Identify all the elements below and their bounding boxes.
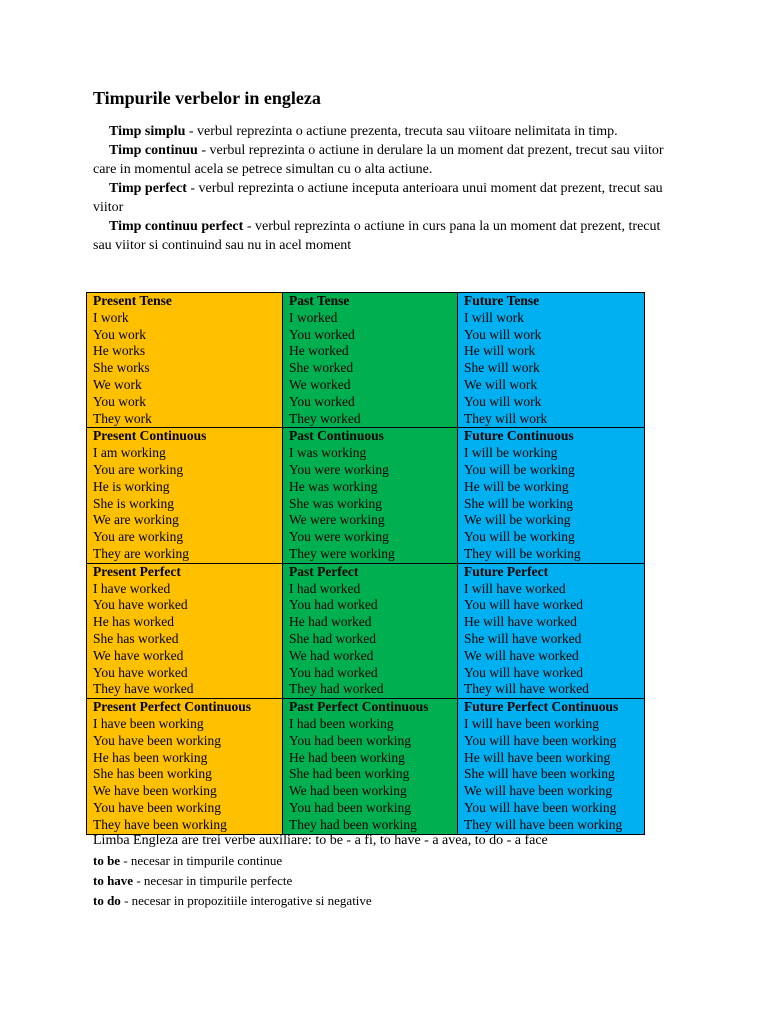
conjugation-line: They have been working (93, 816, 227, 832)
definition-continuous (93, 141, 673, 179)
tense-name: Future Perfect Continuous (464, 699, 619, 715)
definition-perfect (93, 179, 673, 217)
conjugation-line: You have worked (93, 664, 188, 680)
auxiliary-to-do (93, 891, 693, 910)
tense-row (87, 563, 645, 698)
conjugation-line: I was working (289, 445, 367, 461)
tense-name: Future Perfect (464, 563, 549, 579)
conjugation-line: I have been working (93, 715, 204, 731)
tense-cell-past (283, 293, 458, 428)
auxiliary-text: - necesar in timpurile continue (120, 853, 283, 868)
definition-term: Timp perfect (109, 181, 187, 196)
conjugation-line: You are working (93, 461, 184, 477)
tense-name: Future Tense (464, 293, 540, 308)
conjugation-line: He will have worked (464, 614, 577, 630)
conjugation-line: You will have been working (464, 732, 617, 748)
definition-simple (93, 122, 673, 141)
tense-cell-past (283, 699, 458, 834)
conjugation-line: She has been working (93, 766, 212, 782)
definition-text: - verbul reprezinta o actiune inceputa anterioara unui moment dat prezent, trecut sau viitor (93, 181, 663, 215)
conjugation-line: He works (93, 343, 146, 359)
conjugation-line: They had been working (289, 816, 417, 832)
definition-term: Timp simplu (109, 124, 186, 139)
tense-cell-present (87, 293, 283, 428)
conjugation-line: I will be working (464, 445, 558, 461)
tense-table (86, 292, 645, 835)
conjugation-line: I will have been working (464, 715, 599, 731)
auxiliary-to-have (93, 871, 693, 890)
conjugation-line: You worked (289, 326, 355, 342)
tense-cell-present (87, 563, 283, 698)
conjugation-line: You will work (464, 393, 542, 409)
conjugation-line: He will have been working (464, 749, 611, 765)
conjugation-line: He was working (289, 478, 378, 494)
conjugation-line: They are working (93, 545, 189, 561)
tense-name: Future Continuous (464, 428, 574, 444)
conjugation-line: We will have worked (464, 647, 579, 663)
conjugation-line: We will be working (464, 512, 571, 528)
conjugation-line: You had worked (289, 597, 378, 613)
conjugation-line: He will work (464, 343, 536, 359)
conjugation-line: You had been working (289, 799, 411, 815)
auxiliary-term: to have (93, 873, 134, 888)
conjugation-line: You are working (93, 529, 184, 545)
conjugation-line: He had been working (289, 749, 405, 765)
conjugation-line: You will be working (464, 461, 575, 477)
conjugation-line: She will work (464, 360, 540, 376)
definition-term: Timp continuu (109, 143, 198, 158)
conjugation-line: She will have been working (464, 766, 615, 782)
conjugation-line: I will work (464, 309, 524, 325)
conjugation-line: I have worked (93, 580, 171, 596)
conjugation-line: You had been working (289, 732, 411, 748)
conjugation-line: We worked (289, 376, 351, 392)
auxiliary-term: to do (93, 893, 121, 908)
conjugation-line: You have been working (93, 732, 221, 748)
tense-cell-future (458, 293, 645, 428)
conjugation-line: You will be working (464, 529, 575, 545)
tense-cell-future (458, 699, 645, 834)
conjugation-line: She had been working (289, 766, 410, 782)
conjugation-line: You had worked (289, 664, 378, 680)
tense-row (87, 293, 645, 428)
conjugation-line: You will work (464, 326, 542, 342)
conjugation-line: I worked (289, 309, 338, 325)
conjugation-line: I work (93, 309, 129, 325)
auxiliary-text: - necesar in timpurile perfecte (133, 873, 293, 888)
definition-text: - verbul reprezinta o actiune prezenta, trecuta sau viitoare nelimitata in timp. (185, 124, 618, 139)
conjugation-line: You were working (289, 529, 389, 545)
tense-cell-present (87, 699, 283, 834)
conjugation-line: I had been working (289, 715, 394, 731)
document-title: Timpurile verbelor in engleza (93, 88, 321, 108)
tense-name: Past Tense (289, 293, 350, 308)
conjugation-line: I will have worked (464, 580, 566, 596)
conjugation-line: He is working (93, 478, 170, 494)
auxiliary-term: to be (93, 853, 121, 868)
definition-perfect-continuous (93, 217, 673, 255)
conjugation-line: She works (93, 360, 150, 376)
conjugation-line: We will have been working (464, 783, 613, 799)
conjugation-line: You work (93, 393, 147, 409)
tense-cell-present (87, 428, 283, 563)
conjugation-line: They worked (289, 410, 361, 426)
conjugation-line: I am working (93, 445, 166, 461)
conjugation-line: He worked (289, 343, 349, 359)
conjugation-line: He has been working (93, 749, 208, 765)
auxiliary-verbs-note (93, 831, 693, 910)
conjugation-line: We have been working (93, 783, 217, 799)
conjugation-line: You have been working (93, 799, 221, 815)
conjugation-line: We are working (93, 512, 179, 528)
conjugation-line: You were working (289, 461, 389, 477)
tense-row (87, 428, 645, 563)
tense-name: Past Continuous (289, 428, 384, 444)
auxiliary-text: - necesar in propozitiile interogative si negative (120, 893, 372, 908)
tense-name: Past Perfect Continuous (289, 699, 429, 715)
tense-cell-past (283, 428, 458, 563)
conjugation-line: He will be working (464, 478, 569, 494)
conjugation-line: She has worked (93, 630, 179, 646)
conjugation-line: They were working (289, 545, 395, 561)
intro-definitions (93, 122, 673, 255)
conjugation-line: They have worked (93, 681, 194, 697)
conjugation-line: She will have worked (464, 630, 582, 646)
conjugation-line: She had worked (289, 630, 376, 646)
conjugation-line: They will work (464, 410, 548, 426)
conjugation-line: She worked (289, 360, 354, 376)
conjugation-line: You have worked (93, 597, 188, 613)
tense-name: Present Perfect (93, 563, 181, 579)
conjugation-line: We were working (289, 512, 385, 528)
auxiliary-intro: Limba Engleza are trei verbe auxiliare: to be - a fi, to have - a avea, to do - a face (93, 833, 548, 848)
conjugation-line: You work (93, 326, 147, 342)
tense-name: Present Continuous (93, 428, 207, 444)
conjugation-line: You will have been working (464, 799, 617, 815)
conjugation-line: He had worked (289, 614, 372, 630)
tense-cell-past (283, 563, 458, 698)
conjugation-line: She will be working (464, 495, 574, 511)
conjugation-line: They will be working (464, 545, 581, 561)
tense-row (87, 699, 645, 834)
conjugation-line: She is working (93, 495, 174, 511)
conjugation-line: They will have been working (464, 816, 623, 832)
tense-name: Past Perfect (289, 563, 359, 579)
conjugation-line: We have worked (93, 647, 184, 663)
conjugation-line: They will have worked (464, 681, 589, 697)
conjugation-line: We work (93, 376, 142, 392)
conjugation-line: They work (93, 410, 152, 426)
conjugation-line: He has worked (93, 614, 174, 630)
tense-name: Present Tense (93, 293, 172, 308)
conjugation-line: I had worked (289, 580, 361, 596)
definition-term: Timp continuu perfect (109, 219, 244, 234)
conjugation-line: She was working (289, 495, 382, 511)
tense-cell-future (458, 428, 645, 563)
auxiliary-to-be (93, 851, 693, 870)
conjugation-line: We had been working (289, 783, 407, 799)
conjugation-line: You worked (289, 393, 355, 409)
conjugation-line: We had worked (289, 647, 374, 663)
tense-cell-future (458, 563, 645, 698)
definition-text: - verbul reprezinta o actiune in derulare la un moment dat prezent, trecut sau viitor care in momentul acela se petrece simultan cu o alta actiune. (93, 143, 664, 177)
conjugation-line: They had worked (289, 681, 384, 697)
conjugation-line: We will work (464, 376, 538, 392)
tense-name: Present Perfect Continuous (93, 699, 251, 715)
conjugation-line: You will have worked (464, 664, 583, 680)
conjugation-line: You will have worked (464, 597, 583, 613)
definition-text: - verbul reprezinta o actiune in curs pana la un moment dat prezent, trecut sau viitor si continuind sau nu in acel moment (93, 219, 661, 253)
